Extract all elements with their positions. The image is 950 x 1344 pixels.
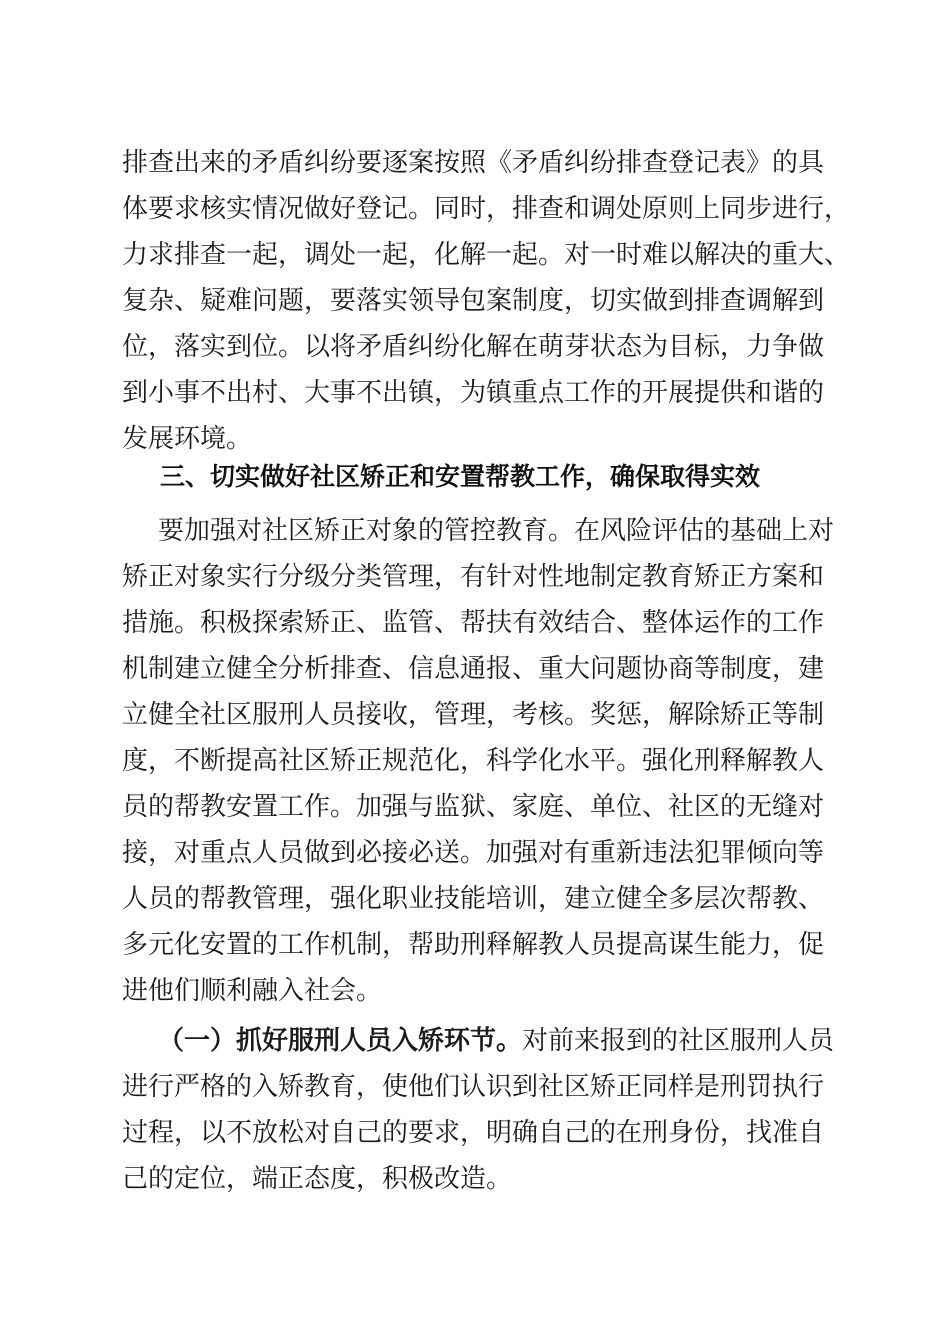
paragraph-1-line-7: 发展环境。 bbox=[122, 424, 253, 454]
paragraph-2-line-11: 进他们顺利融入社会。 bbox=[122, 976, 383, 1006]
paragraph-3-line-1-rest: 对前来报到的社区服刑人员 bbox=[522, 1026, 835, 1056]
paragraph-2-line-5: 立健全社区服刑人员接收，管理，考核。奖惩，解除矫正等制 bbox=[122, 700, 825, 730]
paragraph-3-line-3: 过程，以不放松对自己的要求，明确自己的在刑身份，找准自 bbox=[122, 1118, 825, 1148]
paragraph-3-line-2: 进行严格的入矫教育，使他们认识到社区矫正同样是刑罚执行 bbox=[122, 1072, 825, 1102]
paragraph-2-line-7: 员的帮教安置工作。加强与监狱、家庭、单位、社区的无缝对 bbox=[122, 792, 825, 822]
paragraph-2-line-8: 接，对重点人员做到必接必送。加强对有重新违法犯罪倾向等 bbox=[122, 838, 825, 868]
paragraph-2-line-9: 人员的帮教管理，强化职业技能培训，建立健全多层次帮教、 bbox=[122, 884, 825, 914]
paragraph-2-line-3: 措施。积极探索矫正、监管、帮扶有效结合、整体运作的工作 bbox=[122, 608, 825, 638]
section-3-heading: 三、切实做好社区矫正和安置帮教工作，确保取得实效 bbox=[160, 462, 761, 491]
paragraph-1-line-2: 体要求核实情况做好登记。同时，排查和调处原则上同步进行， bbox=[122, 194, 851, 224]
paragraph-2-line-6: 度，不断提高社区矫正规范化，科学化水平。强化刑释解教人 bbox=[122, 746, 825, 776]
paragraph-3-line-1 bbox=[158, 1026, 834, 1056]
paragraph-1-line-4: 复杂、疑难问题，要落实领导包案制度，切实做到排查调解到 bbox=[122, 286, 825, 316]
paragraph-1-line-5: 位，落实到位。以将矛盾纠纷化解在萌芽状态为目标，力争做 bbox=[122, 332, 825, 362]
paragraph-2-line-10: 多元化安置的工作机制，帮助刑释解教人员提高谋生能力，促 bbox=[122, 930, 825, 960]
paragraph-1-line-1: 排查出来的矛盾纠纷要逐案按照《矛盾纠纷排查登记表》的具 bbox=[122, 148, 825, 178]
paragraph-2-line-1: 要加强对社区矫正对象的管控教育。在风险评估的基础上对 bbox=[158, 516, 835, 546]
paragraph-1-line-6: 到小事不出村、大事不出镇，为镇重点工作的开展提供和谐的 bbox=[122, 378, 825, 408]
paragraph-2-line-2: 矫正对象实行分级分类管理，有针对性地制定教育矫正方案和 bbox=[122, 562, 825, 592]
sub-heading-1: （一）抓好服刑人员入矫环节。 bbox=[158, 1026, 523, 1056]
paragraph-2-line-4: 机制建立健全分析排查、信息通报、重大问题协商等制度，建 bbox=[122, 654, 825, 684]
paragraph-1-line-3: 力求排查一起，调处一起，化解一起。对一时难以解决的重大、 bbox=[122, 240, 851, 270]
paragraph-3-line-4: 己的定位，端正态度，积极改造。 bbox=[122, 1164, 513, 1194]
